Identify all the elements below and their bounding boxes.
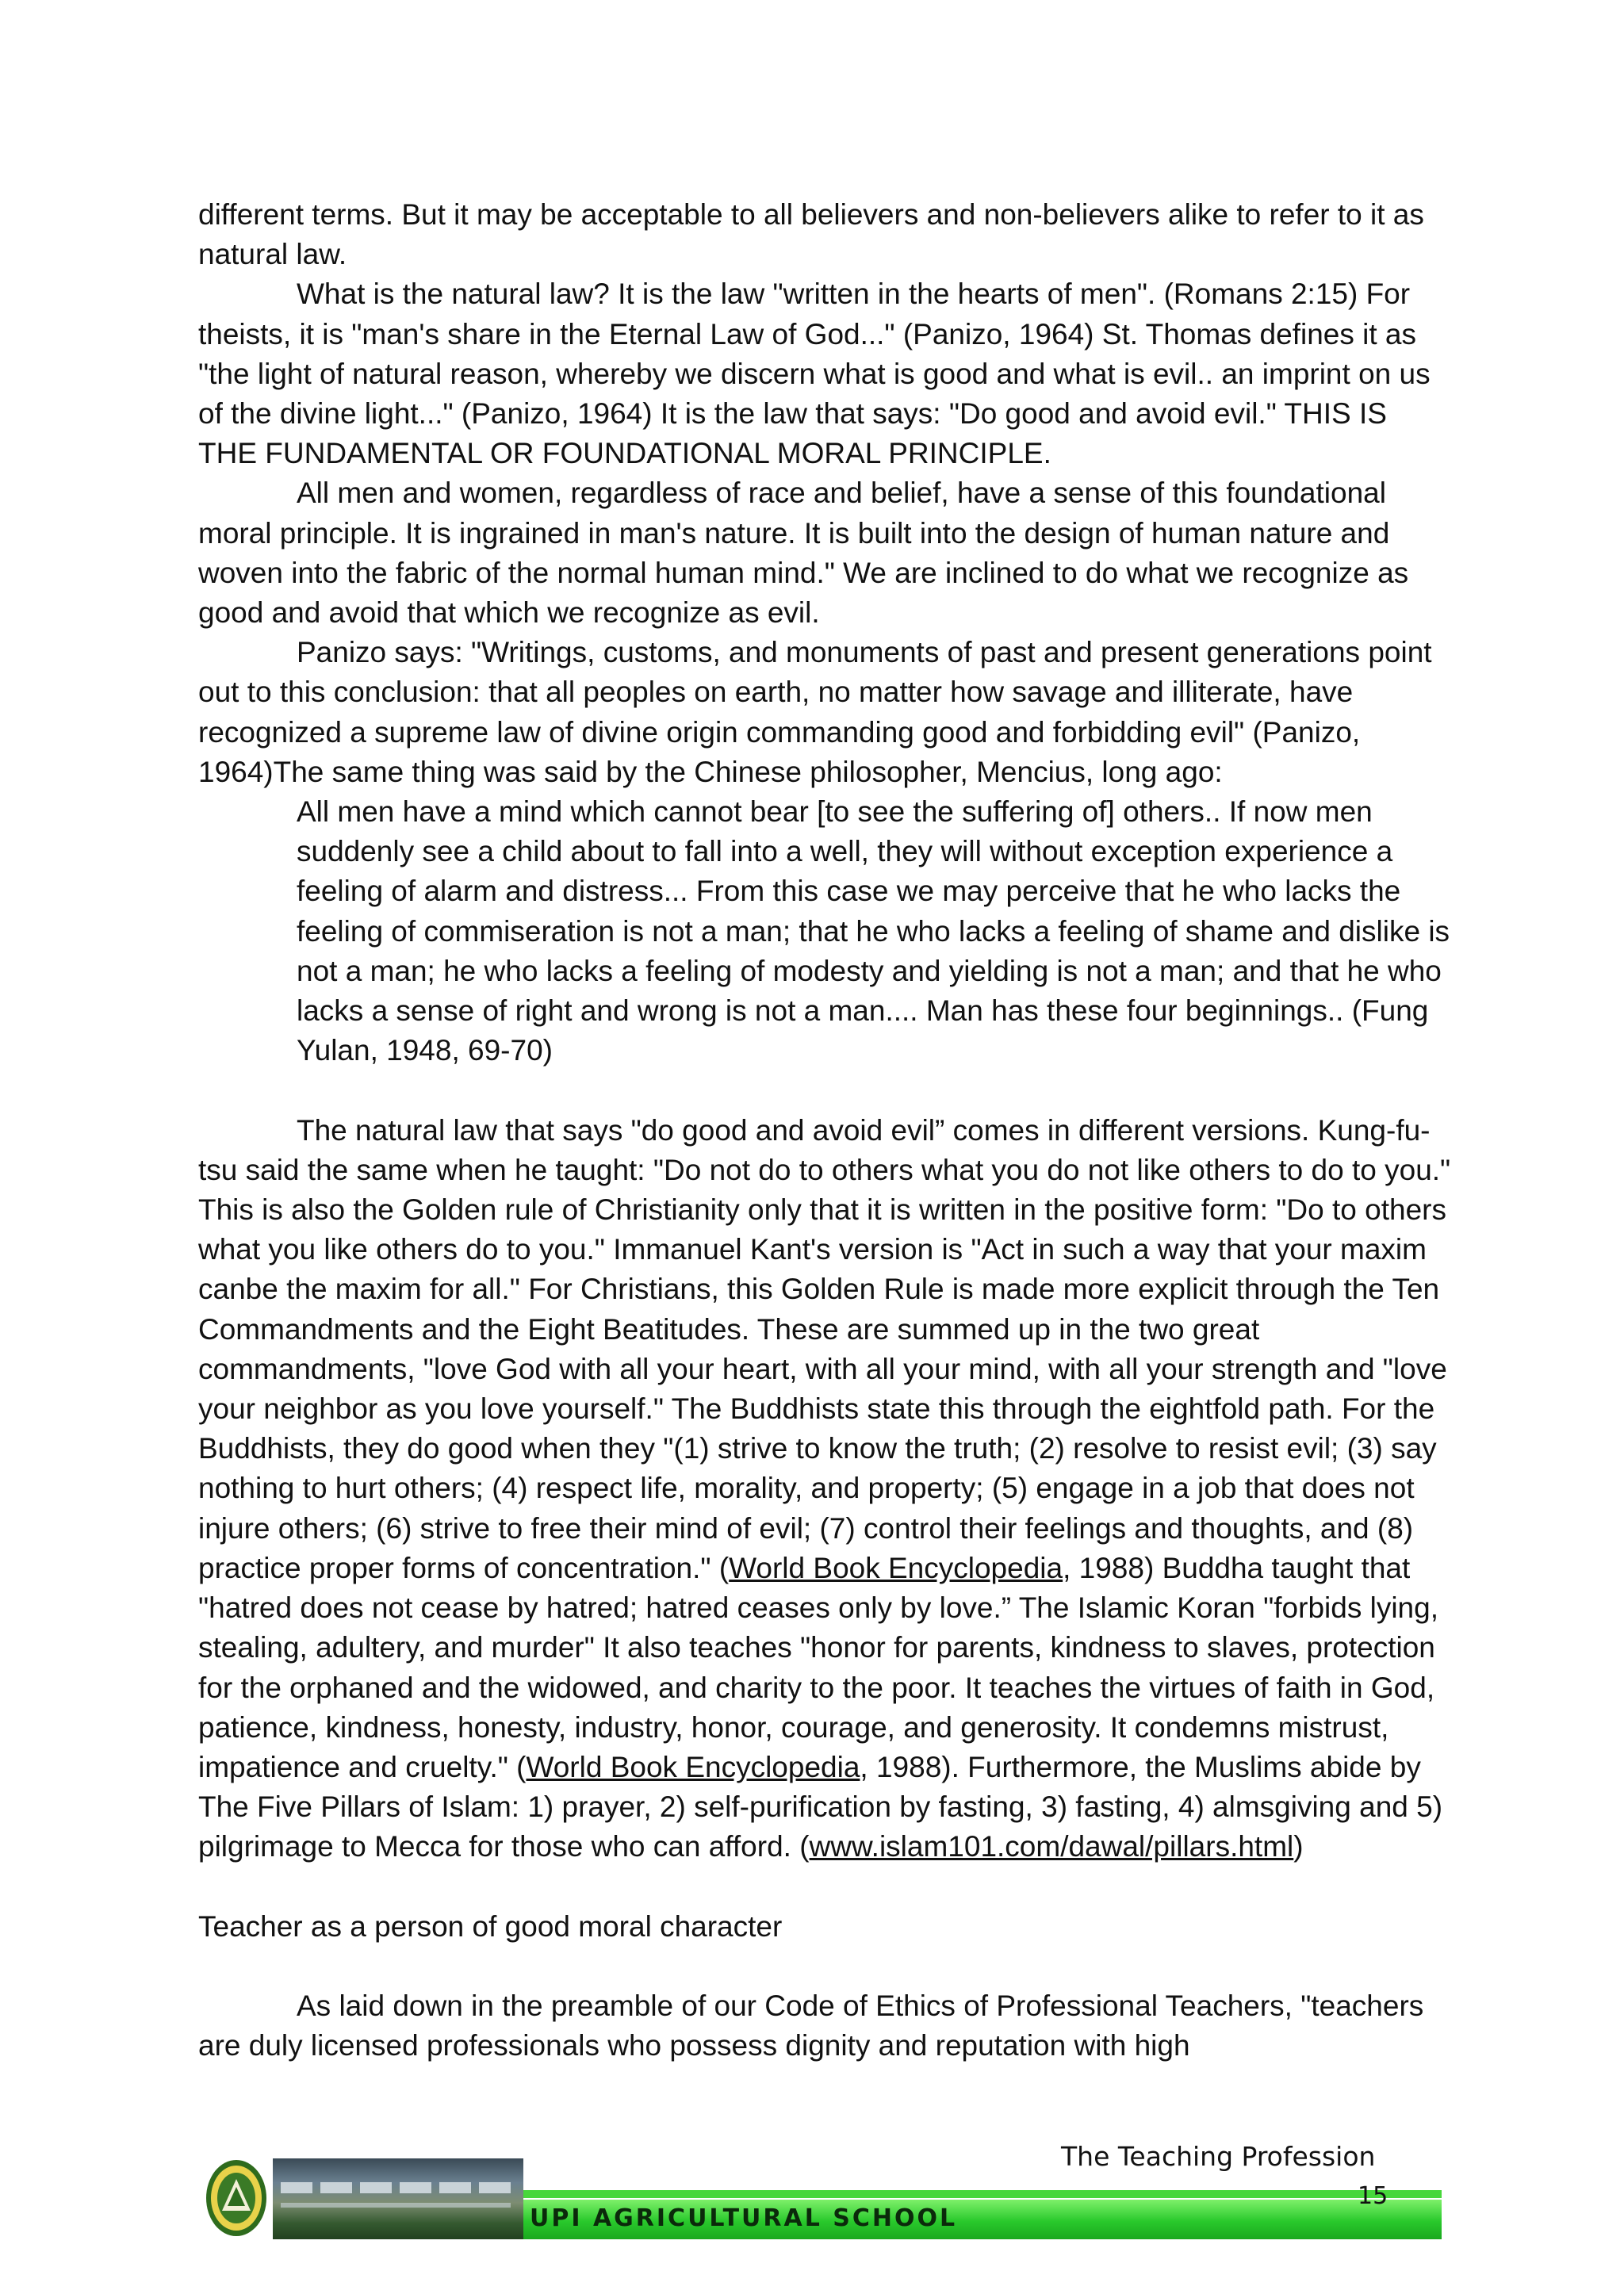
school-seal-icon xyxy=(205,2158,268,2238)
paragraph: different terms. But it may be acceptable to all believers and non-believers alike to refer to it as natural law. xyxy=(198,198,1424,271)
url-link[interactable]: www.islam101.com/dawal/pillars.html xyxy=(809,1830,1294,1863)
paragraph: Panizo says: "Writings, customs, and monuments of past and present generations point out to this conclusion: that all peoples on earth, no matter how savage and illiterate, have recognized a supreme law of divine origin commanding good and forbidding evil" (Panizo, 1964)The same thing was said by the Chinese philosopher, Mencius, long ago: xyxy=(198,636,1432,788)
school-name: UPI AGRICULTURAL SCHOOL xyxy=(530,2204,958,2232)
banner-stripe xyxy=(522,2190,1442,2198)
paragraph xyxy=(198,1111,1451,1867)
school-photo xyxy=(273,2158,523,2239)
paragraph: What is the natural law? It is the law "written in the hearts of men". (Romans 2:15) For theists, it is "man's share in the Eternal Law of God..." (Panizo, 1964) St. Thomas defines it as "the light of natural reason, whereby we discern what is good and what is evil.. an imprint on us of the divine light..." (Panizo, 1964) It is the law that says: "Do good and avoid evil." THIS IS THE FUNDAMENTAL OR FOUNDATIONAL MORAL PRINCIPLE. xyxy=(198,278,1431,470)
footer-title: The Teaching Profession xyxy=(1061,2141,1376,2172)
section-heading: Teacher as a person of good moral character xyxy=(198,1909,783,1943)
paragraph: As laid down in the preamble of our Code of Ethics of Professional Teachers, "teachers are duly licensed professionals who possess dignity and reputation with high xyxy=(198,1990,1424,2062)
document-body xyxy=(198,195,1451,2066)
text-run: , 1988) Buddha taught that "hatred does not cease by hatred; hatred ceases only by love.” The Islamic Koran "forbids lying, stealing, adultery, and murder" It also teaches "honor for parents, kindness to slaves, protection for the orphaned and the widowed, and charity to the poor. It teaches the virtues of faith in God, patience, kindness, honesty, industry, honor, courage, and generosity. It condemns mistrust, impatience and cruelty." ( xyxy=(198,1551,1438,1783)
spacer xyxy=(198,1070,1451,1110)
spacer xyxy=(198,1867,1451,1907)
spacer xyxy=(198,1947,1451,1986)
citation-link[interactable]: World Book Encyclopedia xyxy=(729,1551,1063,1584)
citation-link[interactable]: World Book Encyclopedia xyxy=(526,1750,860,1783)
text-run: The natural law that says "do good and avoid evil” comes in different versions. Kung-fu-tsu said the same when he taught: "Do not do to others what you do not like others to do to you." This is also the Golden rule of Christianity only that it is written in the positive form: "Do to others what you like others do to you." Immanuel Kant's version is "Act in such a way that your maxim canbe the maxim for all." For Christians, this Golden Rule is made more explicit through the Ten Commandments and the Eight Beatitudes. These are summed up in the two great commandments, "love God with all your heart, with all your mind, with all your strength and "love your neighbor as you love yourself." The Buddhists state this through the eightfold path. For the Buddhists, they do good when they "(1) strive to know the truth; (2) resolve to resist evil; (3) say nothing to hurt others; (4) respect life, morality, and property; (5) engage in a job that does not injure others; (6) strive to free their mind of evil; (7) control their feelings and thoughts, and (8) practice proper forms of concentration." ( xyxy=(198,1113,1451,1584)
page-number: 15 xyxy=(1358,2182,1388,2210)
paragraph: All men and women, regardless of race and belief, have a sense of this foundational moral principle. It is ingrained in man's nature. It is built into the design of human nature and woven into the fabric of the normal human mind." We are inclined to do what we recognize as good and avoid that which we recognize as evil. xyxy=(198,477,1409,630)
text-run: , 1988). Furthermore, the Muslims abide by The Five Pillars of Islam: 1) prayer, 2) self-purification by fasting, 3) fasting, 4) almsgiving and 5) pilgrimage to Mecca for those who can afford. ( xyxy=(198,1750,1443,1863)
text-run: ) xyxy=(1293,1830,1304,1863)
block-quote: All men have a mind which cannot bear [to see the suffering of] others.. If now men suddenly see a child about to fall into a well, they will without exception experience a feeling of alarm and distress... From this case we may perceive that he who lacks the feeling of commiseration is not a man; that he who lacks a feeling of shame and dislike is not a man; he who lacks a feeling of modesty and yielding is not a man; and that he who lacks a sense of right and wrong is not a man.... Man has these four beginnings.. (Fung Yulan, 1948, 69-70) xyxy=(297,795,1450,1067)
